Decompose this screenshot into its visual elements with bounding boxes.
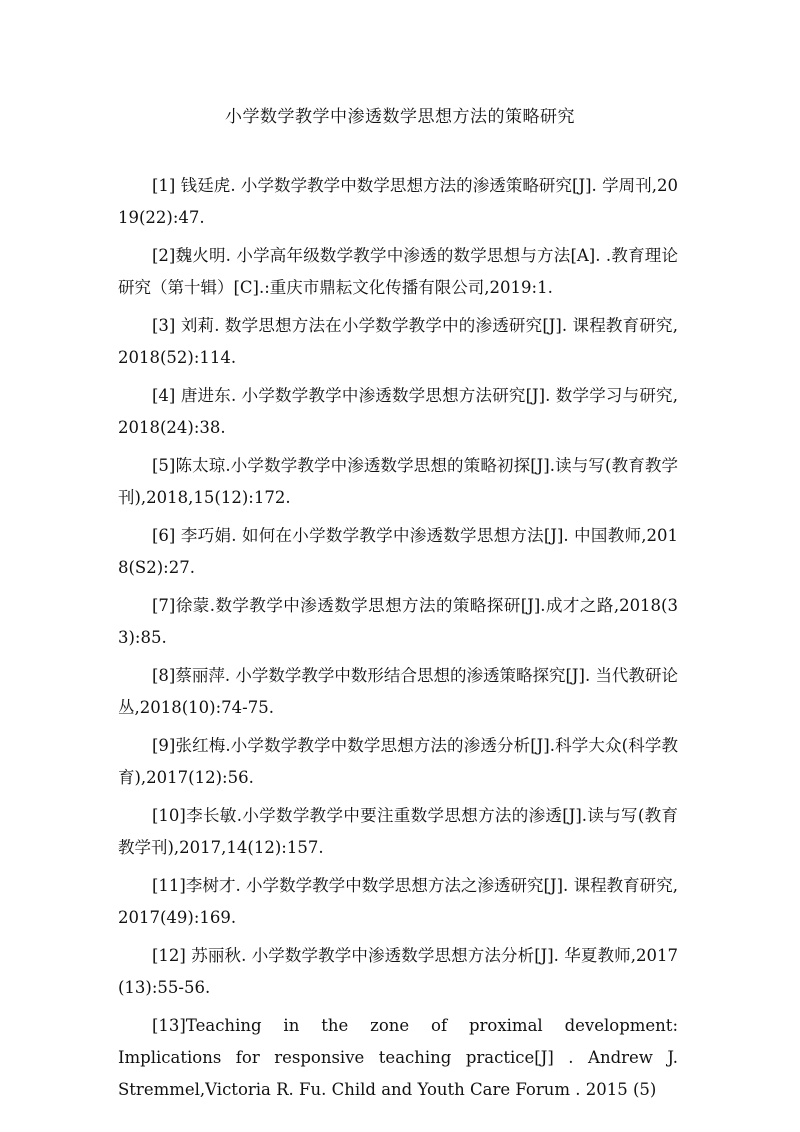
reference-item-1: [1] 钱廷虎. 小学数学教学中数学思想方法的渗透策略研究[J]. 学周刊,2019(22):47. — [118, 176, 678, 227]
reference-item-7: [7]徐蒙.数学教学中渗透数学思想方法的策略探研[J].成才之路,2018(33):85. — [118, 596, 678, 647]
reference-item-12: [12] 苏丽秋. 小学数学教学中渗透数学思想方法分析[J]. 华夏教师,2017(13):55-56. — [118, 946, 678, 997]
reference-item-6: [6] 李巧娟. 如何在小学数学教学中渗透数学思想方法[J]. 中国教师,2018(S2):27. — [118, 526, 678, 577]
reference-list — [118, 170, 678, 1112]
reference-item-2: [2]魏火明. 小学高年级数学教学中渗透的数学思想与方法[A]. .教育理论研究（第十辑）[C].:重庆市鼎耘文化传播有限公司,2019:1. — [118, 246, 678, 297]
document-title: 小学数学教学中渗透数学思想方法的策略研究 — [225, 107, 575, 127]
reference-item-10: [10]李长敏.小学数学教学中要注重数学思想方法的渗透[J].读与写(教育教学刊),2017,14(12):157. — [118, 806, 678, 857]
reference-item-3: [3] 刘莉. 数学思想方法在小学数学教学中的渗透研究[J]. 课程教育研究,2018(52):114. — [118, 316, 678, 367]
reference-item-13: [13]Teaching in the zone of proximal development: Implications for responsive teaching practice[J] . Andrew J. Stremmel,Victoria R. Fu. Child and Youth Care Forum . 2015 (5) — [118, 1016, 678, 1099]
reference-item-5: [5]陈太琼.小学数学教学中渗透数学思想的策略初探[J].读与写(教育教学刊),2018,15(12):172. — [118, 456, 678, 507]
reference-item-11: [11]李树才. 小学数学教学中数学思想方法之渗透研究[J]. 课程教育研究,2017(49):169. — [118, 876, 678, 927]
reference-item-9: [9]张红梅.小学数学教学中数学思想方法的渗透分析[J].科学大众(科学教育),2017(12):56. — [118, 736, 678, 787]
reference-item-4: [4] 唐进东. 小学数学教学中渗透数学思想方法研究[J]. 数学学习与研究,2018(24):38. — [118, 386, 678, 437]
reference-item-8: [8]蔡丽萍. 小学数学教学中数形结合思想的渗透策略探究[J]. 当代教研论丛,2018(10):74-75. — [118, 666, 678, 717]
